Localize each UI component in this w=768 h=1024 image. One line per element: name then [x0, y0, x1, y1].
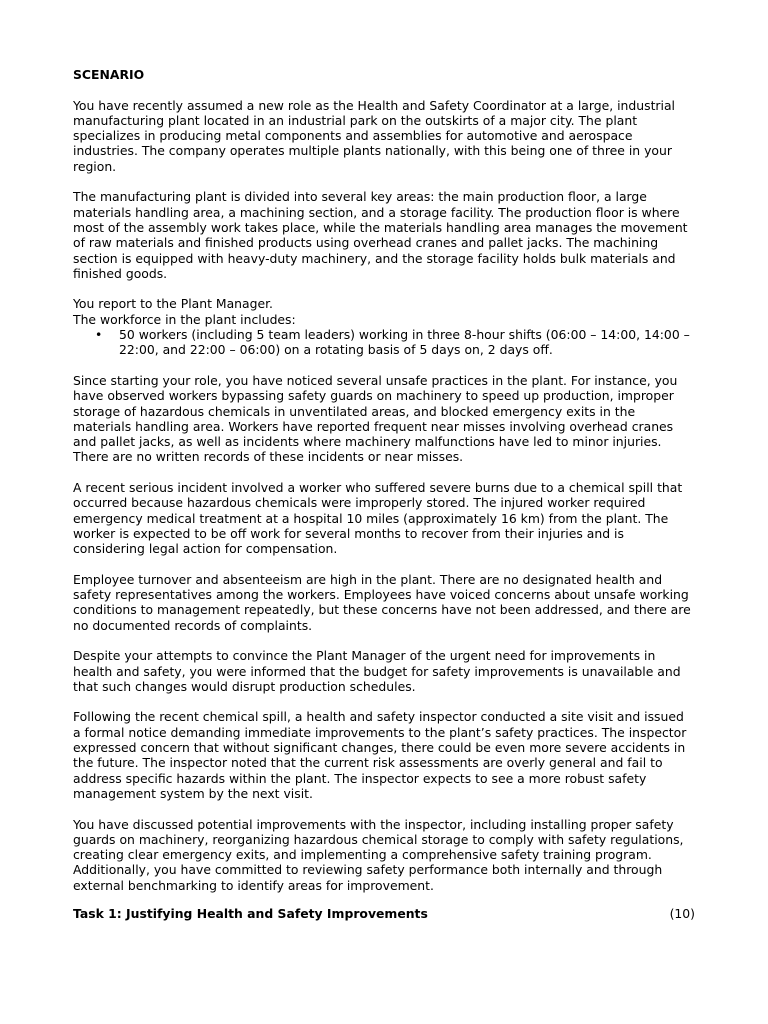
scenario-heading: SCENARIO: [73, 67, 145, 82]
intro-paragraph: You have recently assumed a new role as the Health and Safety Coordinator at a large, industrial manufacturing plant located in an industrial park on the outskirts of a major city. The plant specializes in producing metal components and assemblies for automotive and aerospace industries. The company operates multiple plants nationally, with this being one of three in your region.: [73, 97, 676, 174]
improvements-paragraph: You have discussed potential improvements with the inspector, including installing proper safety guards on machinery, reorganizing hazardous chemical storage to comply with safety regulations, creating clear emergency exits, and implementing a comprehensive safety training program. Additionally, you have committed to reviewing safety performance both internally and through external benchmarking to identify areas for improvement.: [73, 816, 684, 893]
workforce-line: The workforce in the plant includes:: [73, 311, 296, 327]
bullet-icon: •: [95, 327, 103, 343]
unsafe-practices-paragraph: Since starting your role, you have noticed several unsafe practices in the plant. For instance, you have observed workers bypassing safety guards on machinery to speed up production, improper storage of hazardous chemicals in unventilated areas, and blocked emergency exits in the materials handling area. Workers have reported frequent near misses involving overhead cranes and pallet jacks, as well as incidents where machinery malfunctions have led to minor injuries. There are no written records of these incidents or near misses.: [73, 372, 678, 465]
report-line: You report to the Plant Manager.: [73, 296, 273, 312]
turnover-paragraph: Employee turnover and absenteeism are high in the plant. There are no designated health and safety representatives among the workers. Employees have voiced concerns about unsafe working conditions to management repeatedly, but these concerns have not been addressed, and there are no documented records of complaints.: [73, 571, 691, 633]
task-marks: (10): [669, 906, 695, 922]
list-item: [73, 327, 695, 358]
document-page: [73, 67, 695, 922]
task-title: Task 1: Justifying Health and Safety Improvements: [73, 906, 428, 922]
task-heading: [73, 906, 695, 921]
budget-paragraph: Despite your attempts to convince the Plant Manager of the urgent need for improvements in health and safety, you were informed that the budget for safety improvements is unavailable and that such changes would disrupt production schedules.: [73, 648, 681, 694]
workforce-list: [73, 327, 695, 358]
inspector-paragraph: Following the recent chemical spill, a health and safety inspector conducted a site visit and issued a formal notice demanding immediate improvements to the plant’s safety practices. The inspector expressed concern that without significant changes, there could be even more severe accidents in the future. The inspector noted that the current risk assessments are overly general and fail to address specific hazards within the plant. The inspector expects to see a more robust safety management system by the next visit.: [73, 709, 687, 801]
list-item-text: 50 workers (including 5 team leaders) working in three 8-hour shifts (06:00 – 14:00, 14:00 – 22:00, and 22:00 – 06:00) on a rotating basis of 5 days on, 2 days off.: [119, 327, 690, 358]
plant-areas-paragraph: The manufacturing plant is divided into several key areas: the main production floor, a large materials handling area, a machining section, and a storage facility. The production floor is where most of the assembly work takes place, while the materials handling area manages the movement of raw materials and finished products using overhead cranes and pallet jacks. The machining section is equipped with heavy-duty machinery, and the storage facility holds bulk materials and finished goods.: [73, 189, 688, 281]
incident-paragraph: A recent serious incident involved a worker who suffered severe burns due to a chemical spill that occurred because hazardous chemicals were improperly stored. The injured worker required emergency medical treatment at a hospital 10 miles (approximately 16 km) from the plant. The worker is expected to be off work for several months to recover from their injuries and is considering legal action for compensation.: [73, 480, 683, 557]
